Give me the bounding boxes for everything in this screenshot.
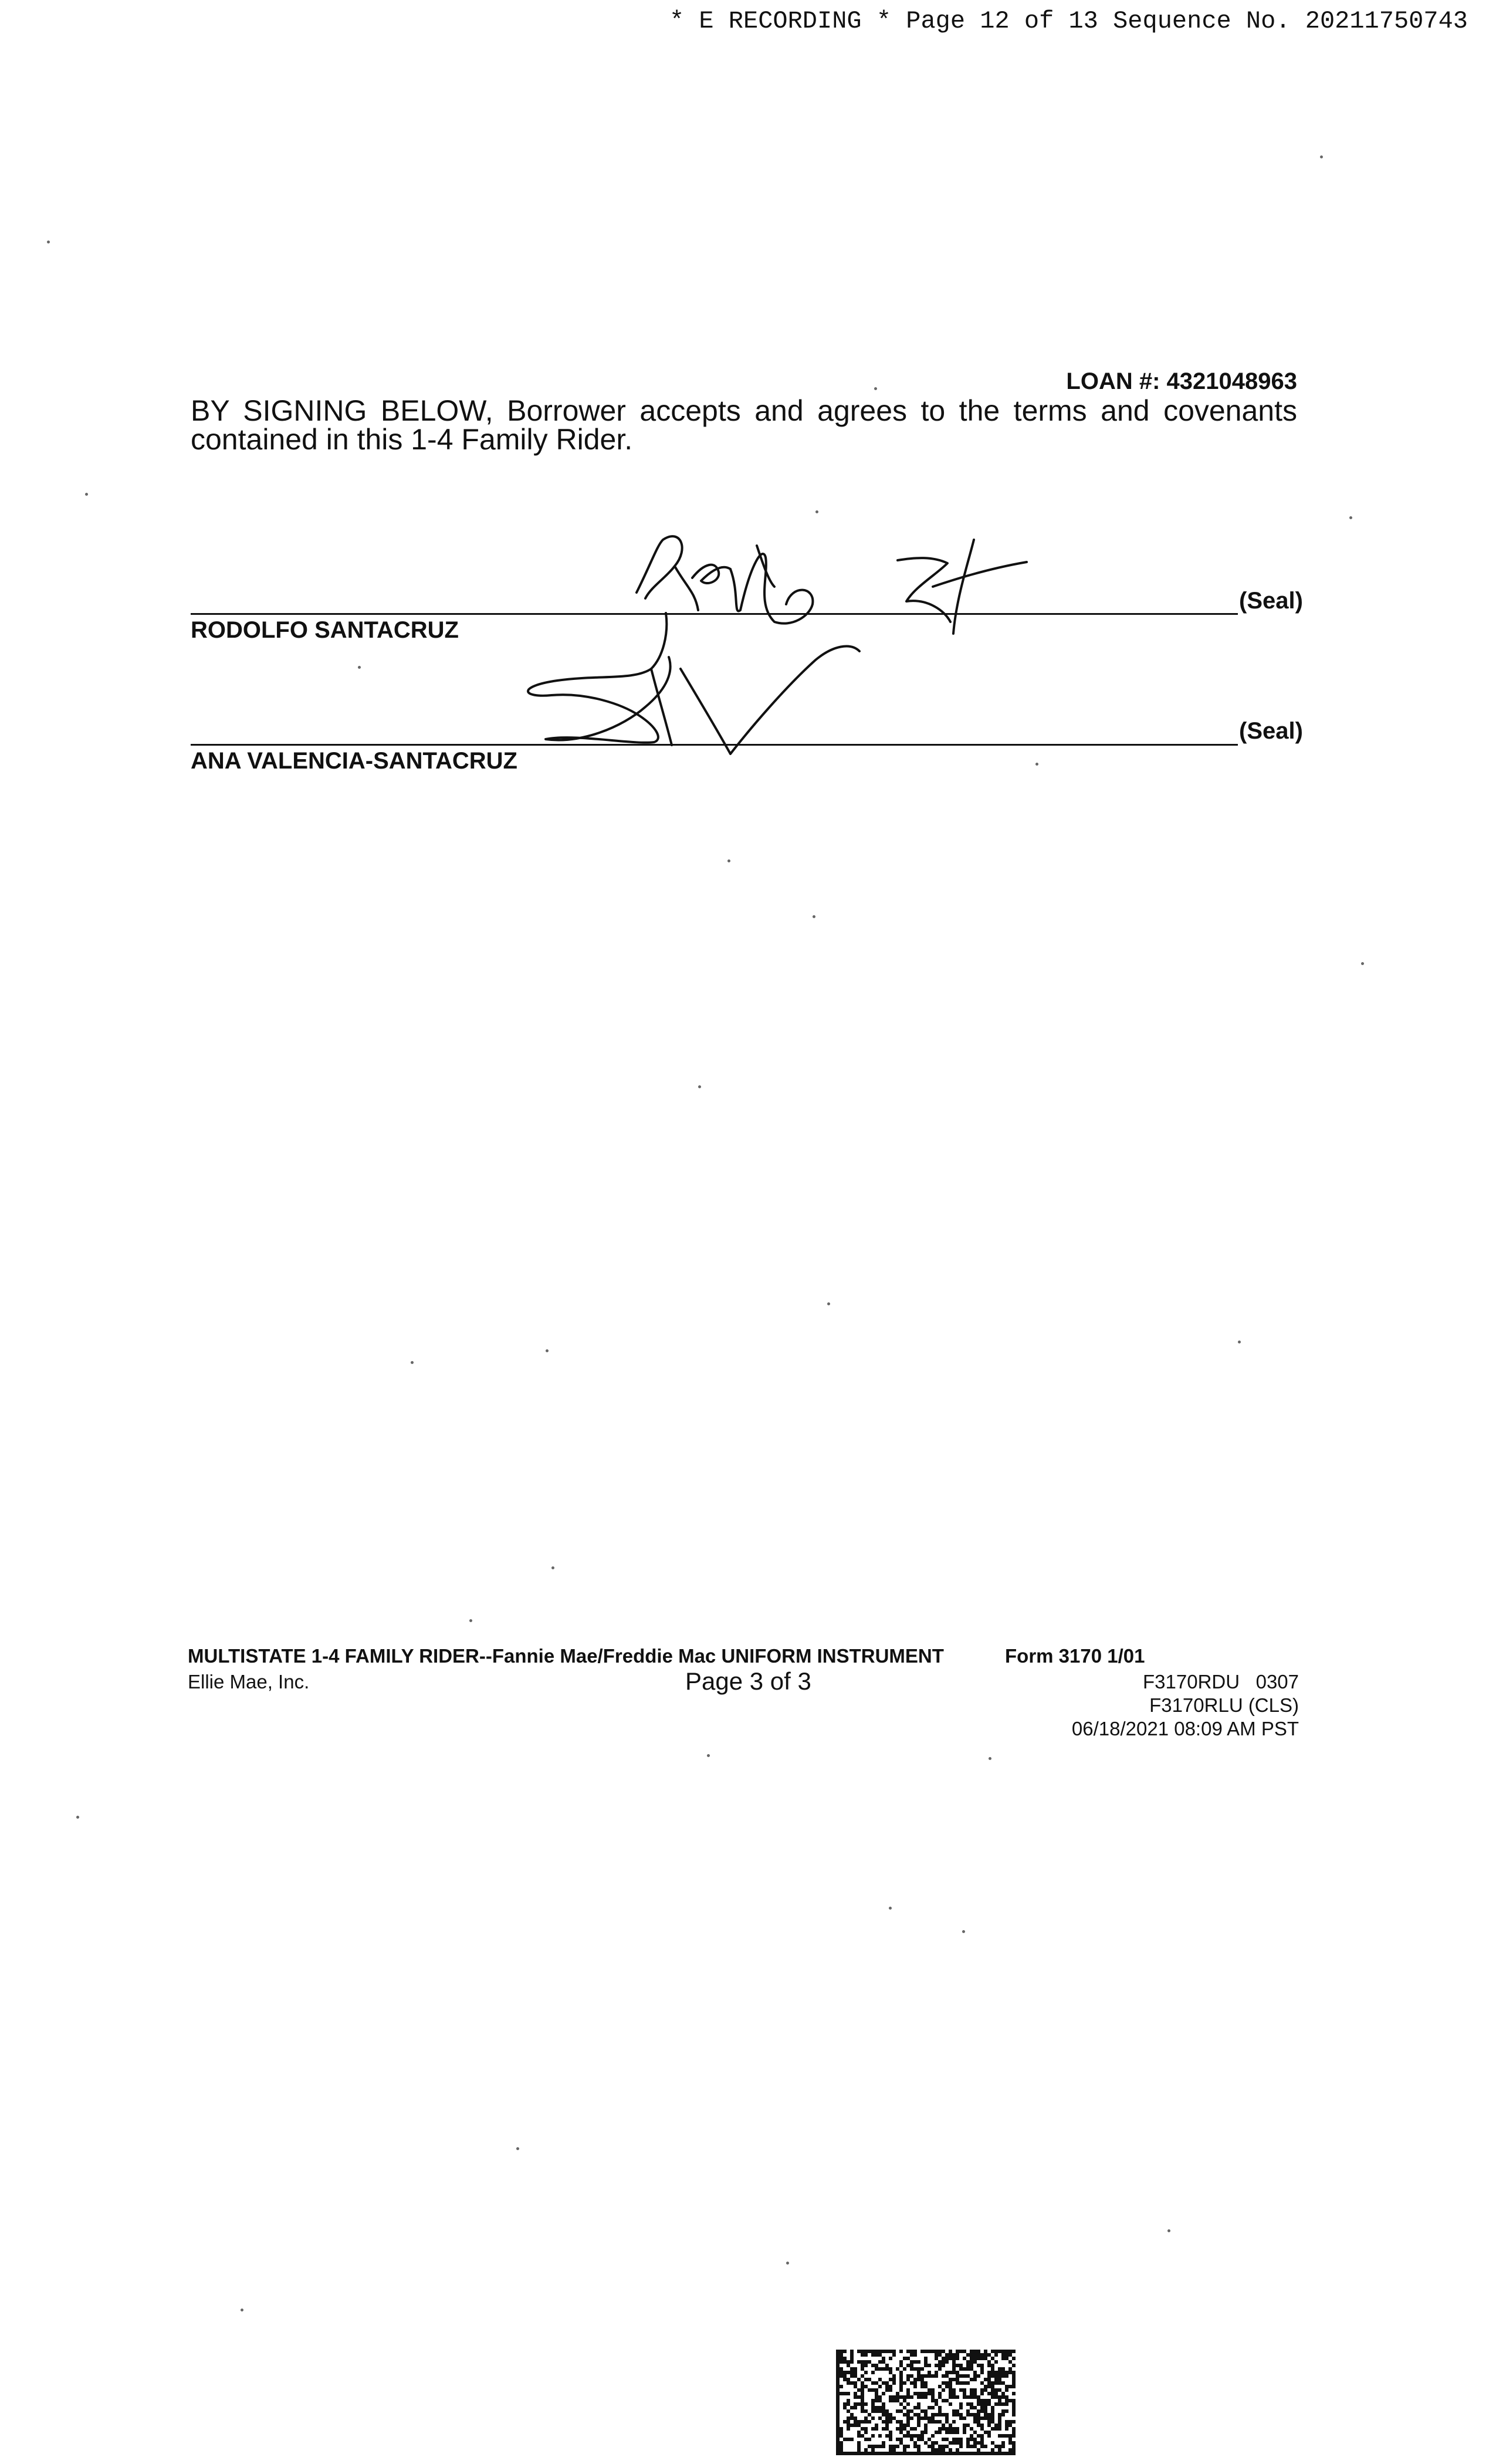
- signing-statement: BY SIGNING BELOW, Borrower accepts and agrees to the terms and covenants contained in this 1-4 Family Rider.: [191, 394, 1297, 456]
- seal-label-2: (Seal): [1239, 718, 1303, 744]
- recording-header: * E RECORDING * Page 12 of 13 Sequence No. 20211750743: [669, 7, 1468, 35]
- footer-timestamp: 06/18/2021 08:09 AM PST: [1071, 1718, 1299, 1739]
- signer-name-2: ANA VALENCIA-SANTACRUZ: [191, 748, 517, 774]
- loan-number: 4321048963: [1166, 368, 1297, 394]
- seal-label-1: (Seal): [1239, 588, 1303, 614]
- barcode-icon: [836, 2350, 1018, 2455]
- signer-name-1: RODOLFO SANTACRUZ: [191, 617, 459, 643]
- footer-form-number: Form 3170 1/01: [1005, 1645, 1145, 1667]
- footer-form-code-1: F3170RDU 0307: [1143, 1671, 1299, 1693]
- footer-form-code-2: F3170RLU (CLS): [1149, 1694, 1299, 1716]
- footer-vendor: Ellie Mae, Inc.: [188, 1671, 310, 1693]
- handwritten-signatures: [0, 0, 1496, 821]
- footer-title: MULTISTATE 1-4 FAMILY RIDER--Fannie Mae/Freddie Mac UNIFORM INSTRUMENT: [188, 1645, 944, 1667]
- loan-label: LOAN #:: [1066, 368, 1160, 394]
- footer-page-number: Page 3 of 3: [685, 1667, 811, 1695]
